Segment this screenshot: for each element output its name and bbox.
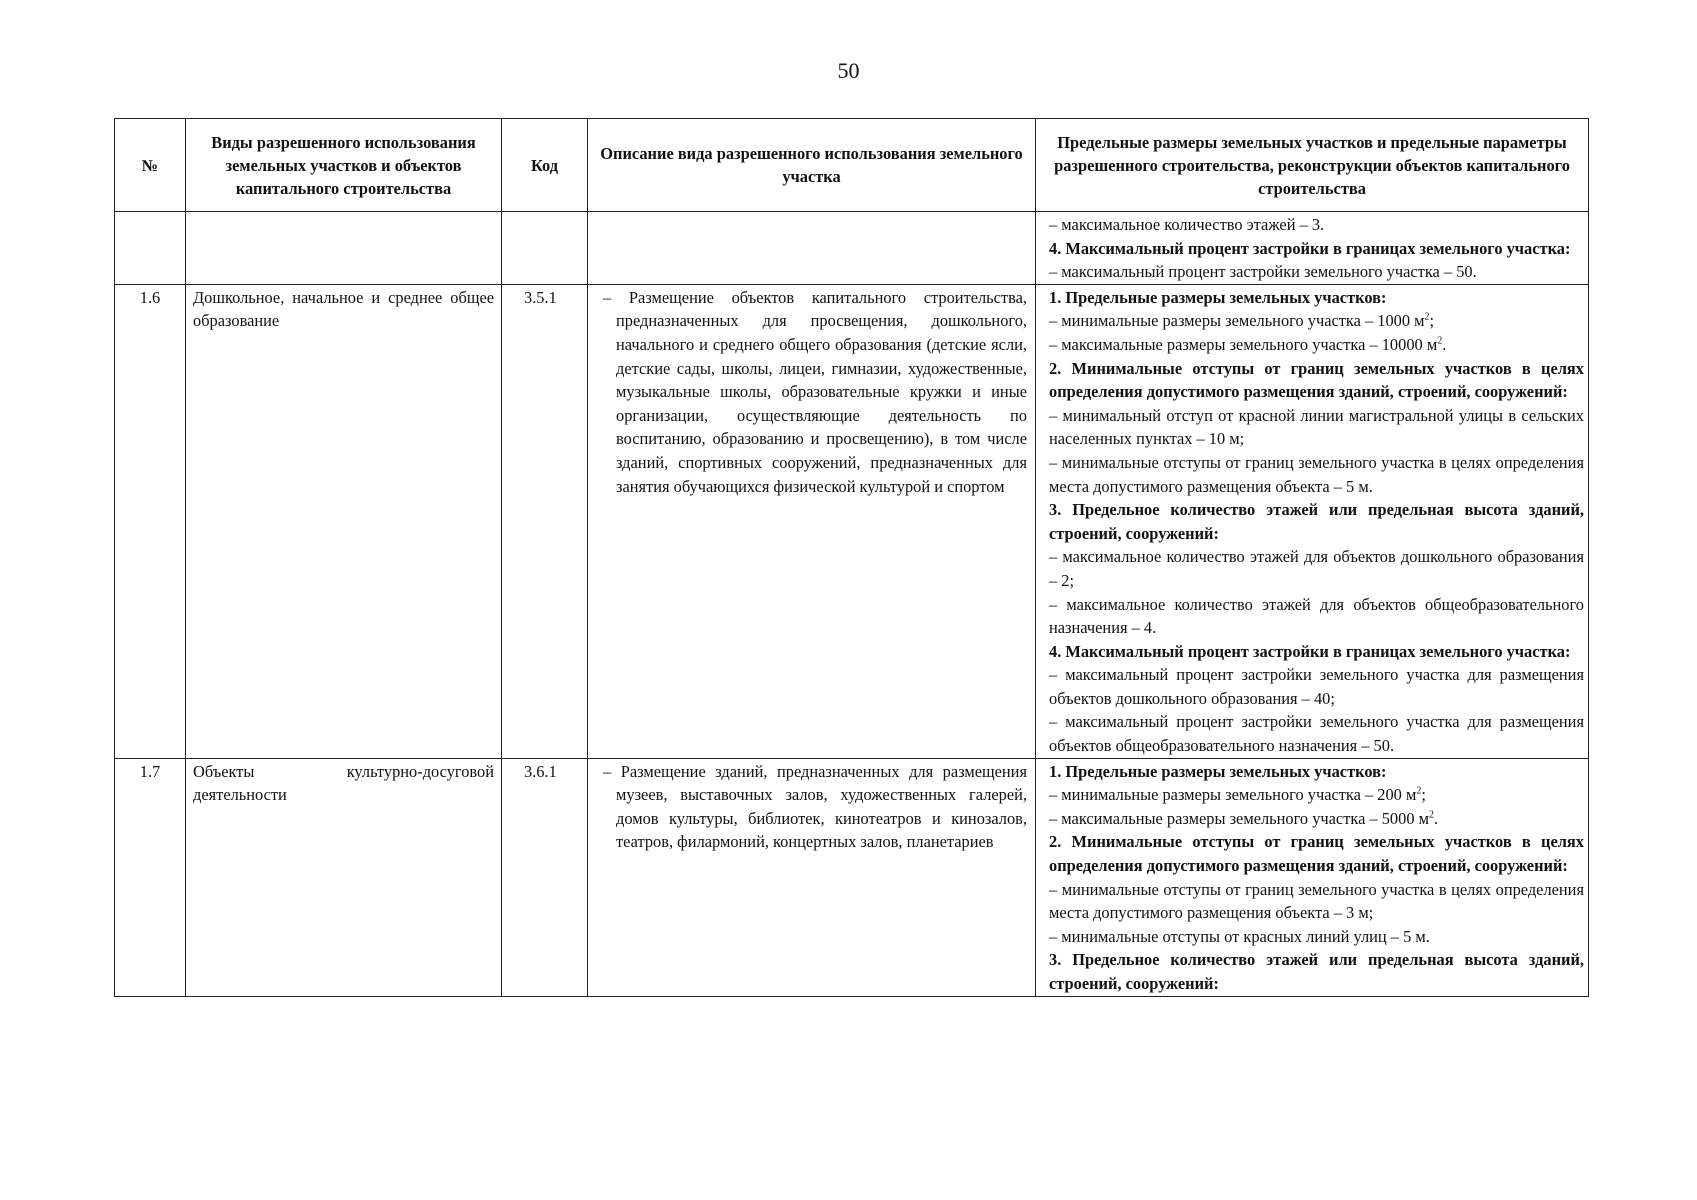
- cell-kind: Объекты культурно-досуговой деятельности: [186, 758, 502, 996]
- cell-params: [1036, 758, 1589, 996]
- param-line: – минимальные размеры земельного участка – 200 $м^2$;: [1049, 785, 1426, 805]
- cell-kind: [186, 212, 502, 285]
- param-line: – минимальные отступы от границ земельного участка в целях определения места допустимого размещения объекта – 5 м.: [1049, 452, 1584, 496]
- param-line: – максимальный процент застройки земельного участка – 50.: [1049, 262, 1477, 282]
- cell-params: [1036, 212, 1589, 285]
- param-line: – минимальные размеры земельного участка – 1000 $м^2$;: [1049, 311, 1435, 331]
- param-heading: 4. Максимальный процент застройки в границах земельного участка:: [1049, 238, 1571, 258]
- header-limits: Предельные размеры земельных участков и предельные параметры разрешенного строительства, реконструкции объектов капитального строительства: [1036, 119, 1589, 212]
- param-heading: 3. Предельное количество этажей или предельная высота зданий, строений, сооружений:: [1049, 950, 1584, 993]
- header-code: Код: [502, 119, 588, 212]
- table-row: [115, 758, 1589, 996]
- cell-num: [115, 212, 186, 285]
- cell-params: [1036, 284, 1589, 758]
- cell-code: 3.5.1: [502, 284, 588, 758]
- param-line: – максимальное количество этажей – 3.: [1049, 215, 1325, 234]
- param-line: – минимальные отступы от границ земельного участка в целях определения места допустимого размещения объекта – 3 м;: [1049, 879, 1584, 923]
- header-num: №: [115, 119, 186, 212]
- header-description: Описание вида разрешенного использования земельного участка: [588, 119, 1036, 212]
- param-line: – минимальные отступы от красных линий улиц – 5 м.: [1049, 926, 1430, 946]
- param-line: – максимальное количество этажей для объектов дошкольного образования – 2;: [1049, 547, 1584, 590]
- table-header-row: [115, 119, 1589, 212]
- cell-description: [588, 758, 1036, 996]
- cell-code: [502, 212, 588, 285]
- param-heading: 1. Предельные размеры земельных участков:: [1049, 287, 1387, 307]
- param-line: – максимальный процент застройки земельного участка для размещения объектов общеобразовательного назначения – 50.: [1049, 712, 1584, 756]
- zoning-table: [114, 118, 1589, 997]
- cell-description: [588, 284, 1036, 758]
- param-heading: 4. Максимальный процент застройки в границах земельного участка:: [1049, 641, 1571, 661]
- cell-code: 3.6.1: [502, 758, 588, 996]
- param-line: – максимальное количество этажей для объектов общеобразовательного назначения – 4.: [1049, 594, 1584, 638]
- param-line: – максимальный процент застройки земельного участка для размещения объектов дошкольного образования – 40;: [1049, 665, 1584, 708]
- table-row: [115, 212, 1589, 285]
- param-heading: 2. Минимальные отступы от границ земельных участков в целях определения допустимого размещения зданий, строений, сооружений:: [1049, 832, 1584, 876]
- param-line: – максимальные размеры земельного участка – 10000 $м^2$.: [1049, 334, 1447, 354]
- table-row: [115, 284, 1589, 758]
- param-heading: 1. Предельные размеры земельных участков:: [1049, 761, 1387, 781]
- cell-num: 1.6: [115, 284, 186, 758]
- cell-description: [588, 212, 1036, 285]
- description-text: – Размещение зданий, предназначенных для размещения музеев, выставочных залов, художественных галерей, домов культуры, библиотек, кинотеатров и кинозалов, театров, филармоний, концертных залов, планетариев: [603, 761, 1027, 852]
- page-number: 50: [837, 58, 860, 83]
- param-heading: 2. Минимальные отступы от границ земельных участков в целях определения допустимого размещения зданий, строений, сооружений:: [1049, 358, 1584, 402]
- header-kind: Виды разрешенного использования земельных участков и объектов капитального строительства: [186, 119, 502, 212]
- cell-num: 1.7: [115, 758, 186, 996]
- cell-kind: Дошкольное, начальное и среднее общее образование: [186, 284, 502, 758]
- param-heading: 3. Предельное количество этажей или предельная высота зданий, строений, сооружений:: [1049, 500, 1584, 543]
- param-line: – максимальные размеры земельного участка – 5000 $м^2$.: [1049, 808, 1439, 828]
- param-line: – минимальный отступ от красной линии магистральной улицы в сельских населенных пунктах – 10 м;: [1049, 405, 1584, 449]
- description-text: – Размещение объектов капитального строительства, предназначенных для просвещения, дошкольного, начального и среднего общего образования (детские ясли, детские сады, школы, лицеи, гимназии, художественные, музыкальные школы, образовательные кружки и иные организации, осуществляющие деятельность по воспитанию, образованию и просвещению), в том числе зданий, спортивных сооружений, предназначенных для занятия обучающихся физической культурой и спортом: [603, 287, 1027, 496]
